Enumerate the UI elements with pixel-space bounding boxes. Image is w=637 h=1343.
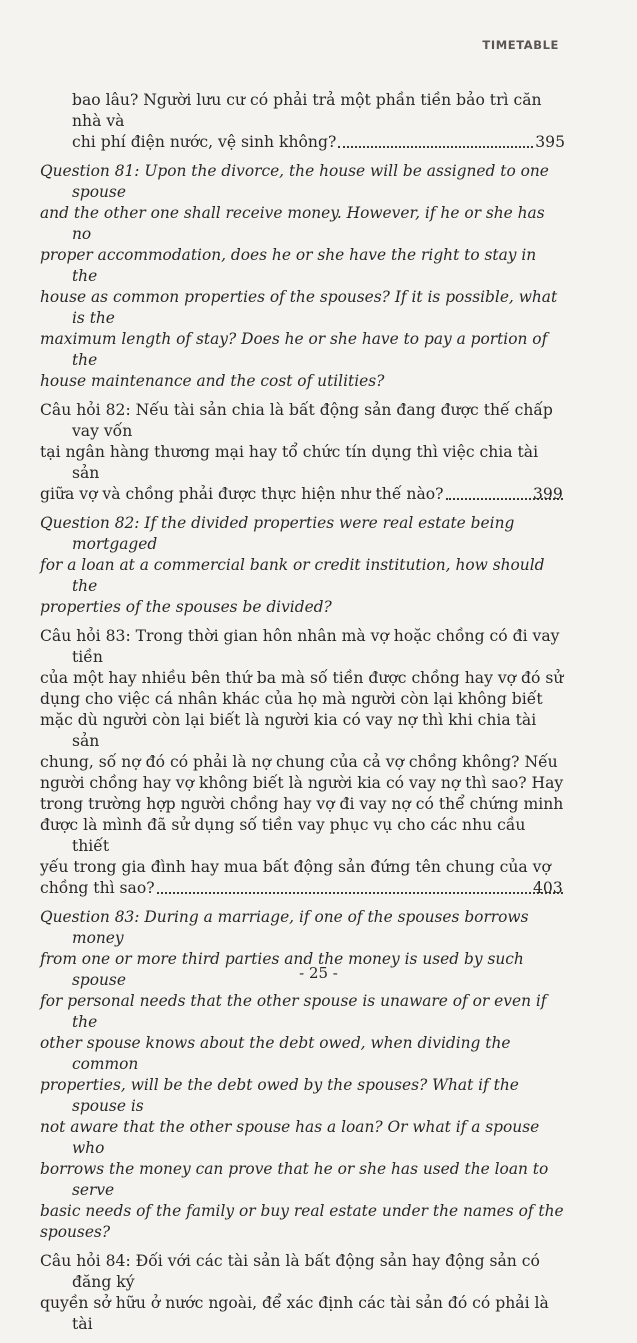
entry-line: được là mình đã sử dụng số tiền vay phục vụ cho các nhu cầu thiết xyxy=(40,816,526,855)
entry-line: properties, will be the debt owed by the spouses? What if the spouse is xyxy=(40,1076,519,1115)
entry-line: quyền sở hữu ở nước ngoài, để xác định các tài sản đó có phải là tài xyxy=(40,1294,549,1333)
entry-line: chồng thì sao? xyxy=(40,879,155,897)
entry-line: from one or more third parties and the money is used by such spouse xyxy=(40,950,524,989)
entry-line: mặc dù người còn lại biết là người kia có vay nợ thì khi chia tài sản xyxy=(40,711,537,750)
toc-entry-cont-81-vi xyxy=(40,90,565,153)
entry-line: other spouse knows about the debt owed, when dividing the common xyxy=(40,1034,511,1073)
entry-page-number[interactable]: 395 xyxy=(535,133,565,151)
entry-line: của một hay nhiều bên thứ ba mà số tiền được chồng hay vợ đó sử xyxy=(40,669,564,687)
entry-line: and the other one shall receive money. However, if he or she has no xyxy=(40,204,545,243)
entry-line: tại ngân hàng thương mại hay tổ chức tín dụng thì việc chia tài sản xyxy=(40,443,539,482)
entry-line: trong trường hợp người chồng hay vợ đi vay nợ có thể chứng minh xyxy=(40,795,564,813)
entry-line: house maintenance and the cost of utilities? xyxy=(40,372,385,390)
toc-content xyxy=(40,90,565,1343)
running-header: TIMETABLE xyxy=(482,38,559,52)
entry-line: borrows the money can prove that he or she has used the loan to serve xyxy=(40,1160,549,1199)
entry-line: Question 81: Upon the divorce, the house will be assigned to one spouse xyxy=(40,162,549,201)
entry-last-line: giữa vợ và chồng phải được thực hiện như thế nào? 399 xyxy=(40,485,563,503)
entry-line: yếu trong gia đình hay mua bất động sản đứng tên chung của vợ xyxy=(40,858,551,876)
entry-line: Câu hỏi 83: Trong thời gian hôn nhân mà vợ hoặc chồng có đi vay tiền xyxy=(40,627,560,666)
toc-entry-q83-vi xyxy=(40,626,565,899)
entry-line: Question 82: If the divided properties were real estate being mortgaged xyxy=(40,514,515,553)
entry-line: người chồng hay vợ không biết là người kia có vay nợ thì sao? Hay xyxy=(40,774,564,792)
entry-line: maximum length of stay? Does he or she have to pay a portion of the xyxy=(40,330,548,369)
entry-line: dụng cho việc cá nhân khác của họ mà người còn lại không biết xyxy=(40,690,543,708)
toc-entry-q82-vi xyxy=(40,400,565,505)
toc-entry-q82-en xyxy=(40,513,565,618)
entry-line: spouses? xyxy=(40,1223,111,1241)
entry-line: not aware that the other spouse has a loan? Or what if a spouse who xyxy=(40,1118,540,1157)
entry-last-line xyxy=(72,132,565,153)
entry-last-line: chồng thì sao? 403 xyxy=(40,879,563,897)
entry-line: Câu hỏi 84: Đối với các tài sản là bất động sản hay động sản có đăng ký xyxy=(40,1252,540,1291)
toc-entry-q81-en xyxy=(40,161,565,392)
entry-line: house as common properties of the spouses? If it is possible, what is the xyxy=(40,288,558,327)
dot-leader xyxy=(338,146,533,148)
entry-line: for personal needs that the other spouse is unaware of or even if the xyxy=(40,992,547,1031)
entry-line: proper accommodation, does he or she have the right to stay in the xyxy=(40,246,537,285)
entry-line: for a loan at a commercial bank or credit institution, how should the xyxy=(40,556,545,595)
toc-entry-q83-en xyxy=(40,907,565,1243)
entry-line: properties of the spouses be divided? xyxy=(40,598,332,616)
entry-line: Câu hỏi 82: Nếu tài sản chia là bất động sản đang được thế chấp vay vốn xyxy=(40,401,553,440)
toc-entry-q84-vi xyxy=(40,1251,565,1335)
page-number: - 25 - xyxy=(299,964,338,982)
entry-line: chung, số nợ đó có phải là nợ chung của cả vợ chồng không? Nếu xyxy=(40,753,558,771)
entry-line: Question 83: During a marriage, if one of the spouses borrows money xyxy=(40,908,529,947)
entry-line: chi phí điện nước, vệ sinh không? xyxy=(72,133,337,151)
dot-leader xyxy=(157,892,563,894)
entry-line: bao lâu? Người lưu cư có phải trả một phần tiền bảo trì căn nhà và xyxy=(72,91,542,130)
entry-line: basic needs of the family or buy real estate under the names of the xyxy=(40,1202,564,1220)
entry-line: giữa vợ và chồng phải được thực hiện như thế nào? xyxy=(40,485,444,503)
